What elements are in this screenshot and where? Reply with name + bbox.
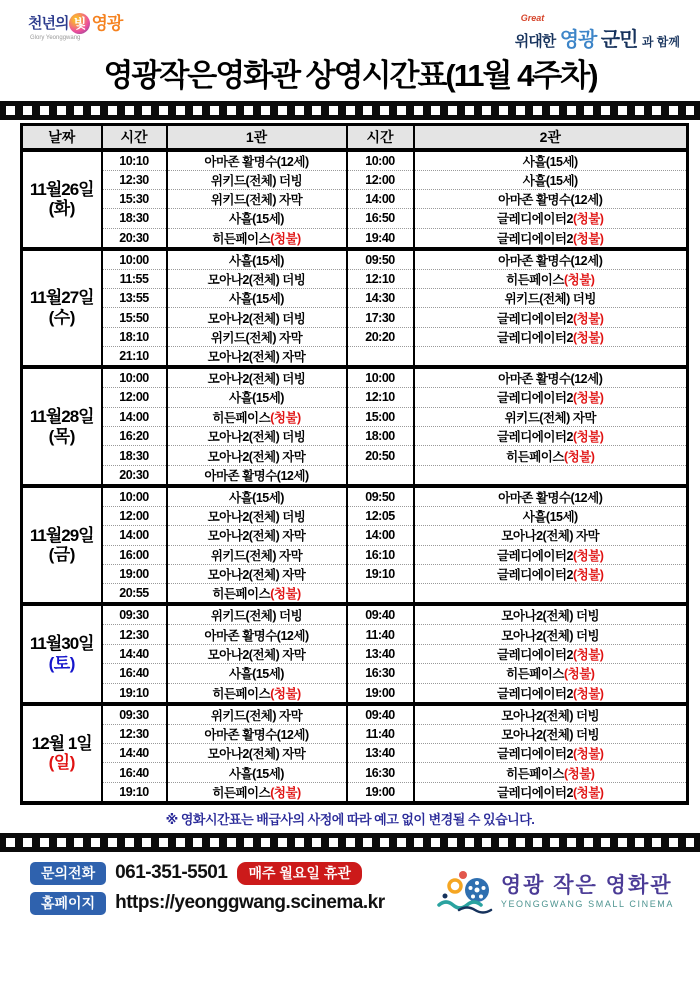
adult-rating-label: (청불)	[572, 747, 604, 762]
homepage-url: https://yeonggwang.scinema.kr	[115, 892, 385, 914]
schedule-row	[22, 506, 688, 525]
movie-title: 아마존 활명수(12세)	[414, 486, 688, 507]
showtime: 19:10	[102, 782, 167, 803]
movie-title: 모아나2(전체) 더빙	[414, 724, 688, 743]
movie-title: 히든페이스(청불)	[414, 664, 688, 683]
movie-title: 모아나2(전체) 더빙	[167, 269, 347, 288]
date-text: 11월29일	[29, 525, 94, 545]
showtime: 09:40	[347, 704, 414, 725]
showtime: 09:30	[102, 604, 167, 625]
header-time-1: 시간	[102, 125, 167, 150]
date-cell	[22, 486, 102, 605]
phone-number: 061-351-5501	[115, 862, 228, 884]
showtime: 15:50	[102, 308, 167, 327]
movie-title: 위키드(전체) 자막	[167, 545, 347, 564]
showtime: 18:30	[102, 446, 167, 465]
adult-rating-label: (청불)	[572, 231, 604, 246]
movie-title: 위키드(전체) 더빙	[167, 170, 347, 189]
showtime: 15:30	[102, 189, 167, 208]
schedule-row	[22, 486, 688, 507]
schedule-section-5	[22, 604, 688, 703]
schedule-row	[22, 269, 688, 288]
showtime: 13:40	[347, 743, 414, 762]
movie-title: 사흘(15세)	[167, 664, 347, 683]
adult-rating-label: (청불)	[572, 686, 604, 701]
schedule-row	[22, 427, 688, 446]
day-of-week-text: (화)	[48, 199, 75, 219]
showtime: 20:30	[102, 465, 167, 486]
movie-title: 아마존 활명수(12세)	[414, 367, 688, 388]
adult-rating-label: (청불)	[563, 766, 595, 781]
showtime: 10:00	[347, 150, 414, 171]
contact-block	[30, 862, 385, 922]
showtime: 14:00	[102, 407, 167, 426]
showtime: 09:30	[102, 704, 167, 725]
showtime: 10:00	[347, 367, 414, 388]
adult-rating-label: (청불)	[563, 667, 595, 682]
movie-title: 글레디에이터2(청불)	[414, 782, 688, 803]
movie-title: 사흘(15세)	[414, 506, 688, 525]
schedule-section-1	[22, 150, 688, 249]
showtime: 12:30	[102, 170, 167, 189]
movie-title: 모아나2(전체) 더빙	[167, 427, 347, 446]
movie-title: 히든페이스(청불)	[167, 228, 347, 249]
showtime: 12:00	[102, 506, 167, 525]
movie-title: 사흘(15세)	[167, 249, 347, 270]
day-of-week-text: (토)	[48, 653, 75, 673]
header-date: 날짜	[22, 125, 102, 150]
movie-title: 히든페이스(청불)	[167, 407, 347, 426]
schedule-row	[22, 388, 688, 407]
movie-title: 아마존 활명수(12세)	[167, 465, 347, 486]
movie-title: 글레디에이터2(청불)	[414, 564, 688, 583]
showtime: 12:30	[102, 625, 167, 644]
showtime: 12:00	[102, 388, 167, 407]
day-of-week-text: (일)	[48, 753, 75, 773]
showtime: 20:30	[102, 228, 167, 249]
schedule-row	[22, 526, 688, 545]
movie-title: 글레디에이터2(청불)	[414, 209, 688, 228]
showtime: 13:40	[347, 644, 414, 663]
movie-title: 모아나2(전체) 더빙	[414, 625, 688, 644]
adult-rating-label: (청불)	[270, 587, 301, 602]
showtime: 16:40	[102, 664, 167, 683]
movie-title: 위키드(전체) 자막	[167, 704, 347, 725]
schedule-section-3	[22, 367, 688, 486]
movie-title: 사흘(15세)	[414, 170, 688, 189]
showtime: 18:10	[102, 327, 167, 346]
movie-title: 모아나2(전체) 더빙	[414, 604, 688, 625]
schedule-row	[22, 150, 688, 171]
movie-title: 모아나2(전체) 더빙	[167, 506, 347, 525]
adult-rating-label: (청불)	[563, 449, 595, 464]
movie-title: 사흘(15세)	[167, 388, 347, 407]
showtime: 16:10	[347, 545, 414, 564]
showtime: 19:10	[347, 564, 414, 583]
homepage-label-badge: 홈페이지	[30, 892, 106, 915]
movie-title: 위키드(전체) 자막	[414, 407, 688, 426]
yeonggwang-county-logo	[28, 13, 122, 41]
showtime	[347, 584, 414, 605]
showtime: 18:30	[102, 209, 167, 228]
showtime: 14:40	[102, 743, 167, 762]
showtime: 20:50	[347, 446, 414, 465]
schedule-row	[22, 584, 688, 605]
schedule-row	[22, 209, 688, 228]
showtime	[347, 347, 414, 368]
showtime: 14:00	[102, 526, 167, 545]
showtime: 11:40	[347, 625, 414, 644]
date-cell	[22, 704, 102, 803]
movie-title: 사흘(15세)	[167, 289, 347, 308]
movie-title: 히든페이스(청불)	[167, 683, 347, 704]
movie-title: 글레디에이터2(청불)	[414, 388, 688, 407]
schedule-row	[22, 446, 688, 465]
showtime: 10:00	[102, 367, 167, 388]
adult-rating-label: (청불)	[572, 548, 604, 563]
cinema-name-english: YEONGGWANG SMALL CINEMA	[500, 898, 674, 909]
cinema-name-korean: 영광 작은 영화관	[500, 873, 673, 897]
movie-title: 모아나2(전체) 자막	[414, 526, 688, 545]
great-yeonggwang-slogan	[515, 13, 680, 52]
sun-icon	[69, 13, 90, 34]
schedule-section-6	[22, 704, 688, 803]
schedule-row	[22, 170, 688, 189]
showtime: 12:10	[347, 388, 414, 407]
showtime: 09:40	[347, 604, 414, 625]
slogan-text-1: 위대한	[514, 33, 556, 50]
adult-rating-label: (청불)	[572, 430, 604, 445]
showtime: 09:50	[347, 249, 414, 270]
schedule-header-row	[22, 125, 688, 150]
adult-rating-label: (청불)	[270, 410, 301, 425]
adult-rating-label: (청불)	[563, 272, 595, 287]
date-cell	[22, 367, 102, 486]
schedule-row	[22, 724, 688, 743]
movie-title: 모아나2(전체) 자막	[167, 644, 347, 663]
movie-title: 글레디에이터2(청불)	[414, 683, 688, 704]
showtime: 09:50	[347, 486, 414, 507]
day-of-week-text: (수)	[48, 307, 75, 327]
movie-title: 모아나2(전체) 자막	[167, 564, 347, 583]
schedule-section-4	[22, 486, 688, 605]
schedule-row	[22, 465, 688, 486]
date-cell	[22, 249, 102, 368]
filmstrip-top	[0, 101, 700, 120]
schedule-row	[22, 407, 688, 426]
filmstrip-bottom	[0, 833, 700, 852]
showtime: 10:10	[102, 150, 167, 171]
schedule-row	[22, 683, 688, 704]
adult-rating-label: (청불)	[572, 647, 604, 662]
day-of-week-text: (금)	[48, 545, 75, 565]
movie-title: 모아나2(전체) 더빙	[167, 308, 347, 327]
showtime: 19:00	[347, 782, 414, 803]
showtime: 14:00	[347, 526, 414, 545]
showtime: 17:30	[347, 308, 414, 327]
date-text: 11월28일	[29, 406, 94, 426]
movie-title: 사흘(15세)	[167, 486, 347, 507]
schedule-row	[22, 564, 688, 583]
movie-title: 아마존 활명수(12세)	[167, 625, 347, 644]
county-logo-text-2: 빛	[73, 16, 87, 31]
adult-rating-label: (청불)	[572, 785, 604, 800]
movie-title: 히든페이스(청불)	[414, 446, 688, 465]
movie-title	[414, 347, 688, 368]
movie-title: 글레디에이터2(청불)	[414, 228, 688, 249]
showtime: 10:00	[102, 249, 167, 270]
showtime: 11:40	[347, 724, 414, 743]
movie-title	[414, 465, 688, 486]
movie-title: 위키드(전체) 더빙	[167, 604, 347, 625]
schedule-row	[22, 644, 688, 663]
date-text: 11월30일	[29, 634, 94, 654]
date-text: 11월26일	[29, 179, 94, 199]
showtime: 16:50	[347, 209, 414, 228]
showtime: 21:10	[102, 347, 167, 368]
showtime: 15:00	[347, 407, 414, 426]
header-time-2: 시간	[347, 125, 414, 150]
date-cell	[22, 604, 102, 703]
movie-title: 글레디에이터2(청불)	[414, 743, 688, 762]
movie-title: 위키드(전체) 자막	[167, 327, 347, 346]
showtime: 19:00	[347, 683, 414, 704]
schedule-row	[22, 704, 688, 725]
showtime: 16:40	[102, 763, 167, 782]
schedule-row	[22, 604, 688, 625]
schedule-row	[22, 367, 688, 388]
adult-rating-label: (청불)	[270, 785, 301, 800]
date-text: 11월27일	[29, 288, 94, 308]
movie-title: 글레디에이터2(청불)	[414, 327, 688, 346]
showtime: 11:55	[102, 269, 167, 288]
adult-rating-label: (청불)	[572, 331, 604, 346]
showtime: 18:00	[347, 427, 414, 446]
movie-title: 아마존 활명수(12세)	[167, 724, 347, 743]
movie-title: 모아나2(전체) 자막	[167, 347, 347, 368]
showtime	[347, 465, 414, 486]
header	[0, 0, 700, 51]
slogan-text-3: 군민	[600, 29, 638, 51]
showtime: 20:55	[102, 584, 167, 605]
movie-title: 모아나2(전체) 자막	[167, 446, 347, 465]
schedule-row	[22, 289, 688, 308]
showtime: 16:00	[102, 545, 167, 564]
header-screen-1: 1관	[167, 125, 347, 150]
showtime: 14:00	[347, 189, 414, 208]
movie-title: 히든페이스(청불)	[167, 584, 347, 605]
showtime: 12:00	[347, 170, 414, 189]
showtime: 10:00	[102, 486, 167, 507]
showtime: 16:20	[102, 427, 167, 446]
county-logo-subtext: Glory Yeonggwang	[30, 35, 81, 41]
movie-title: 히든페이스(청불)	[167, 782, 347, 803]
showtime: 16:30	[347, 664, 414, 683]
footer	[0, 852, 700, 922]
schedule-row	[22, 189, 688, 208]
showtime: 19:10	[102, 683, 167, 704]
schedule-row	[22, 625, 688, 644]
movie-title: 아마존 활명수(12세)	[167, 150, 347, 171]
showtime: 12:10	[347, 269, 414, 288]
slogan-text-2: 영광	[559, 29, 597, 51]
movie-title: 글레디에이터2(청불)	[414, 644, 688, 663]
schedule-row	[22, 664, 688, 683]
schedule-row	[22, 228, 688, 249]
schedule-table	[20, 123, 689, 805]
slogan-text-4: 과 함께	[641, 35, 680, 49]
county-logo-text-3: 영광	[91, 14, 123, 33]
movie-title: 위키드(전체) 더빙	[414, 289, 688, 308]
phone-label-badge: 문의전화	[30, 862, 106, 885]
schedule-row	[22, 545, 688, 564]
movie-title: 글레디에이터2(청불)	[414, 427, 688, 446]
movie-title: 아마존 활명수(12세)	[414, 249, 688, 270]
movie-title: 사흘(15세)	[167, 763, 347, 782]
movie-title: 글레디에이터2(청불)	[414, 308, 688, 327]
movie-title: 아마존 활명수(12세)	[414, 189, 688, 208]
movie-title: 모아나2(전체) 자막	[167, 743, 347, 762]
movie-title: 위키드(전체) 자막	[167, 189, 347, 208]
movie-title: 모아나2(전체) 자막	[167, 526, 347, 545]
adult-rating-label: (청불)	[572, 391, 604, 406]
movie-title: 모아나2(전체) 더빙	[414, 704, 688, 725]
movie-title: 히든페이스(청불)	[414, 763, 688, 782]
schedule-section-2	[22, 249, 688, 368]
showtime: 13:55	[102, 289, 167, 308]
showtime: 14:40	[102, 644, 167, 663]
showtime: 19:00	[102, 564, 167, 583]
adult-rating-label: (청불)	[572, 311, 604, 326]
movie-title	[414, 584, 688, 605]
slogan-great-text: Great	[520, 13, 545, 23]
schedule-row	[22, 743, 688, 762]
showtime: 14:30	[347, 289, 414, 308]
showtime: 19:40	[347, 228, 414, 249]
movie-title: 히든페이스(청불)	[414, 269, 688, 288]
county-logo-text-1: 천년의	[28, 15, 69, 32]
showtime: 12:05	[347, 506, 414, 525]
showtime: 20:20	[347, 327, 414, 346]
day-of-week-text: (목)	[48, 426, 75, 446]
schedule-row	[22, 308, 688, 327]
schedule-row	[22, 763, 688, 782]
date-cell	[22, 150, 102, 249]
adult-rating-label: (청불)	[572, 568, 604, 583]
adult-rating-label: (청불)	[270, 686, 301, 701]
page-title: 영광작은영화관 상영시간표(11월 4주차)	[103, 58, 597, 93]
date-text: 12월 1일	[31, 733, 92, 753]
schedule-row	[22, 327, 688, 346]
adult-rating-label: (청불)	[572, 212, 604, 227]
filmstrip-holes	[6, 106, 694, 115]
closed-monday-badge: 매주 월요일 휴관	[237, 862, 361, 885]
schedule-change-note: ※ 영화시간표는 배급사의 사정에 따라 예고 없이 변경될 수 있습니다.	[165, 811, 535, 827]
adult-rating-label: (청불)	[270, 231, 301, 246]
filmstrip-holes	[6, 838, 694, 847]
header-screen-2: 2관	[414, 125, 688, 150]
cinema-logo	[437, 869, 674, 915]
cinema-logo-icon	[437, 869, 495, 915]
schedule-row	[22, 782, 688, 803]
movie-title: 모아나2(전체) 더빙	[167, 367, 347, 388]
movie-title: 글레디에이터2(청불)	[414, 545, 688, 564]
movie-title: 사흘(15세)	[414, 150, 688, 171]
schedule-row	[22, 249, 688, 270]
movie-title: 사흘(15세)	[167, 209, 347, 228]
schedule-row	[22, 347, 688, 368]
showtime: 12:30	[102, 724, 167, 743]
showtime: 16:30	[347, 763, 414, 782]
